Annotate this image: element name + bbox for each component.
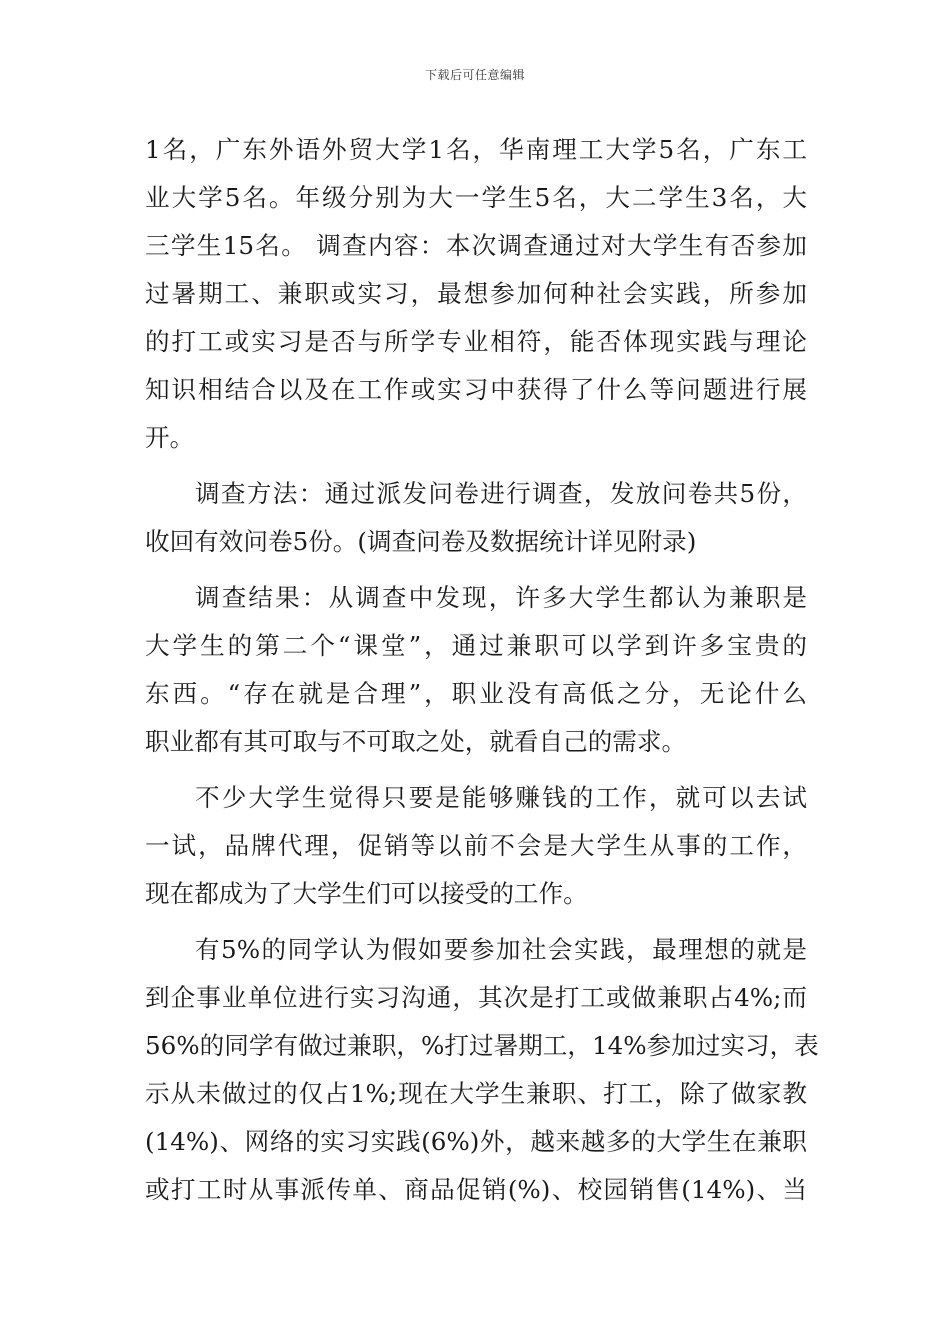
- text-line: 56%的同学有做过兼职，%打过暑期工，14%参加过实习，表: [145, 1031, 819, 1060]
- text-line: 到企事业单位进行实习沟通，其次是打工或做兼职占4%;而: [145, 983, 807, 1012]
- paragraph-4: [145, 774, 807, 918]
- paragraph-5: [145, 926, 819, 1214]
- paragraph-survey-method: [145, 470, 807, 566]
- text-line: 大学生的第二个“课堂”，通过兼职可以学到许多宝贵的: [145, 631, 807, 660]
- text-line: (14%)、网络的实习实践(6%)外，越来越多的大学生在兼职: [145, 1127, 807, 1156]
- text-line: 有5%的同学认为假如要参加社会实践，最理想的就是: [195, 935, 807, 964]
- paragraph-survey-result: [145, 574, 807, 766]
- text-line: 开。: [145, 423, 195, 452]
- text-line: 三学生15名。 调查内容：本次调查通过对大学生有否参加: [145, 231, 807, 260]
- text-line: 1名，广东外语外贸大学1名，华南理工大学5名，广东工: [145, 135, 807, 164]
- text-line: 职业都有其可取与不可取之处，就看自己的需求。: [145, 727, 687, 756]
- text-line: 的打工或实习是否与所学专业相符，能否体现实践与理论: [145, 327, 807, 356]
- paragraph-1: [145, 126, 807, 462]
- text-line: 东西。“存在就是合理”，职业没有高低之分，无论什么: [145, 679, 807, 708]
- page-header: 下载后可任意编辑: [424, 68, 525, 82]
- text-line: 不少大学生觉得只要是能够赚钱的工作，就可以去试: [195, 783, 807, 812]
- text-line: 调查结果：从调查中发现，许多大学生都认为兼职是: [195, 583, 807, 612]
- document-body: [145, 126, 819, 1214]
- text-line: 业大学5名。年级分别为大一学生5名，大二学生3名，大: [145, 183, 807, 212]
- text-line: 调查方法：通过派发问卷进行调查，发放问卷共5份，: [195, 479, 807, 508]
- text-line: 或打工时从事派传单、商品促销(%)、校园销售(14%)、当: [145, 1175, 807, 1204]
- text-line: 一试，品牌代理，促销等以前不会是大学生从事的工作，: [145, 831, 807, 860]
- text-line: 示从未做过的仅占1%;现在大学生兼职、打工，除了做家教: [145, 1079, 807, 1108]
- text-line: 收回有效问卷5份。(调查问卷及数据统计详见附录): [145, 527, 697, 556]
- text-line: 现在都成为了大学生们可以接受的工作。: [145, 879, 588, 908]
- text-line: 知识相结合以及在工作或实习中获得了什么等问题进行展: [145, 375, 807, 404]
- text-line: 过暑期工、兼职或实习，最想参加何种社会实践，所参加: [145, 279, 807, 308]
